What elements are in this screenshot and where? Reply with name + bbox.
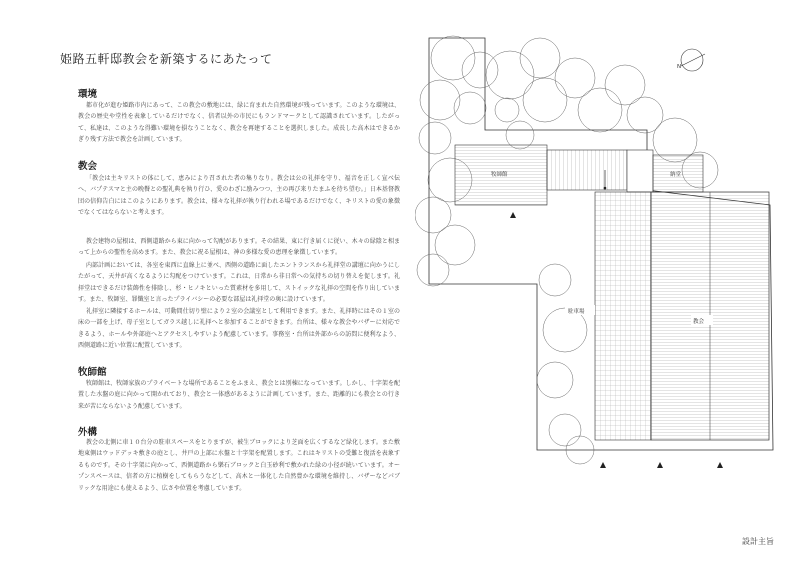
cross-court: [627, 150, 653, 192]
section-paragraph: 牧師館は、牧師家族のプライベートな場所であることをふまえ、教会とは別棟になっています。しかし、十字架を配置した水盤の庭に向かって開かれており、教会と一体感があるように計画しています。また、距離的にも教会との行き来が苦にならないよう配慮しています。: [78, 380, 400, 410]
footer-label: 設計主旨: [742, 537, 774, 546]
section-paragraph: 教会の北側に車１０台分の駐車スペースをとりますが、被生ブロックにより芝面を広くするなど緑化します。また敷地東側はウッドデッキ敷きの庭とし、井戸の上部に水盤と十字架を配置します。これはキリストの受難と復活を表象するものです。その十字架に向かって、西側道路から樂石ブロックと白玉砂利で敷かれた緑の小径が続いています。オープンスペースは、信者の方に植樹をしてもらうなどして、高木と一体化した自然豊かな環境を維持し、バザーなどパブリックな用途にも使えるよう、広さや位置を考慮しています。: [78, 439, 400, 492]
north-arrow-icon: [677, 49, 705, 71]
section-paragraph: 内部計画においては、各室を東西に直線上に並べ、西側の道路に面したエントランスから礼拝堂の講壇に向かうにしたがって、天井が高くなるように勾配をつけています。これは、日常から非日常への気持ちの切り替えを促します。礼拝堂はできるだけ装飾性を排除し、杉・ヒノキといった質素材を多用して、ストイックな礼拝の空間を作り出しています。また、牧師室、罪懺室と言ったプライバシーの必要な部屋は礼拝堂の奥に設けています。: [78, 262, 400, 304]
section-paragraph: 礼拝室に隣接するホールは、可動間仕切り壁により２室の会議室として利用できます。また、礼拝時にはその１室の床の一部を上げ、母子室としてガラス越しに礼拝へと参加することができます。台所は、様々な教会やバザーに対応できるよう、ホールや外部庭へとアクセスしやすいよう配慮しています。事務室・台所は外部からの訪問に便利なよう、西側道路に近い位置に配置しています。: [78, 308, 400, 350]
section-heading-exterior: 外構: [78, 427, 98, 438]
label-parsonage: 牧師館: [491, 172, 508, 178]
section-paragraph: 「教会は主キリストの体にして、恵みにより召された者の集りなり。教会は公の礼拝を守り、福音を正しく宣べ伝へ、バプテスマと主の晩餐との聖礼典を執り行ひ、愛のわざに励みつつ、主の再び来りたまふを待ち望む。」日本基督教団の信仰告白にはこのようにあります。教会は、様々な礼拝が執り行われる場であるだけでなく、キリストの愛の象徴でなくてはならないと考えます。: [78, 175, 400, 217]
section-heading-environment: 環境: [78, 89, 98, 100]
parking-area: [595, 192, 651, 440]
section-heading-parsonage: 牧師館: [78, 367, 107, 378]
label-church: 教会: [693, 319, 705, 325]
section-paragraph: 都市化が進む姫路市内にあって、この教会の敷地には、緑に育まれた自然環境が残っています。このような環境は、教会の歴史や堂性を表象しているだけでなく、信者以外の市民にもランドマークとして認識されています。したがって、私達は、このような得難い環境を損なうことなく、教会を再建することを選択しました。成長した高木はできるかぎり残す方法で教会を計画しています。: [78, 102, 400, 144]
page-title: 姫路五軒邸教会を新築するにあたって: [60, 52, 273, 66]
section-paragraph: 教会建物の屋根は、西側道路から東に向かって勾配があります。その結果、東に行き届くに従い、木々の緑陰と相まって上からの聖性を高めます。また、教会に祝る屋根は、神の多様な愛の恵理を象徴しています。: [78, 238, 400, 257]
corridor-roof: [547, 150, 627, 190]
section-heading-church: 教会: [78, 161, 98, 172]
north-mark-label: N: [677, 64, 682, 70]
label-parking: 駐車場: [568, 309, 585, 315]
label-cross-court: 納堂: [670, 172, 682, 178]
site-plan-drawing: [415, 30, 785, 480]
